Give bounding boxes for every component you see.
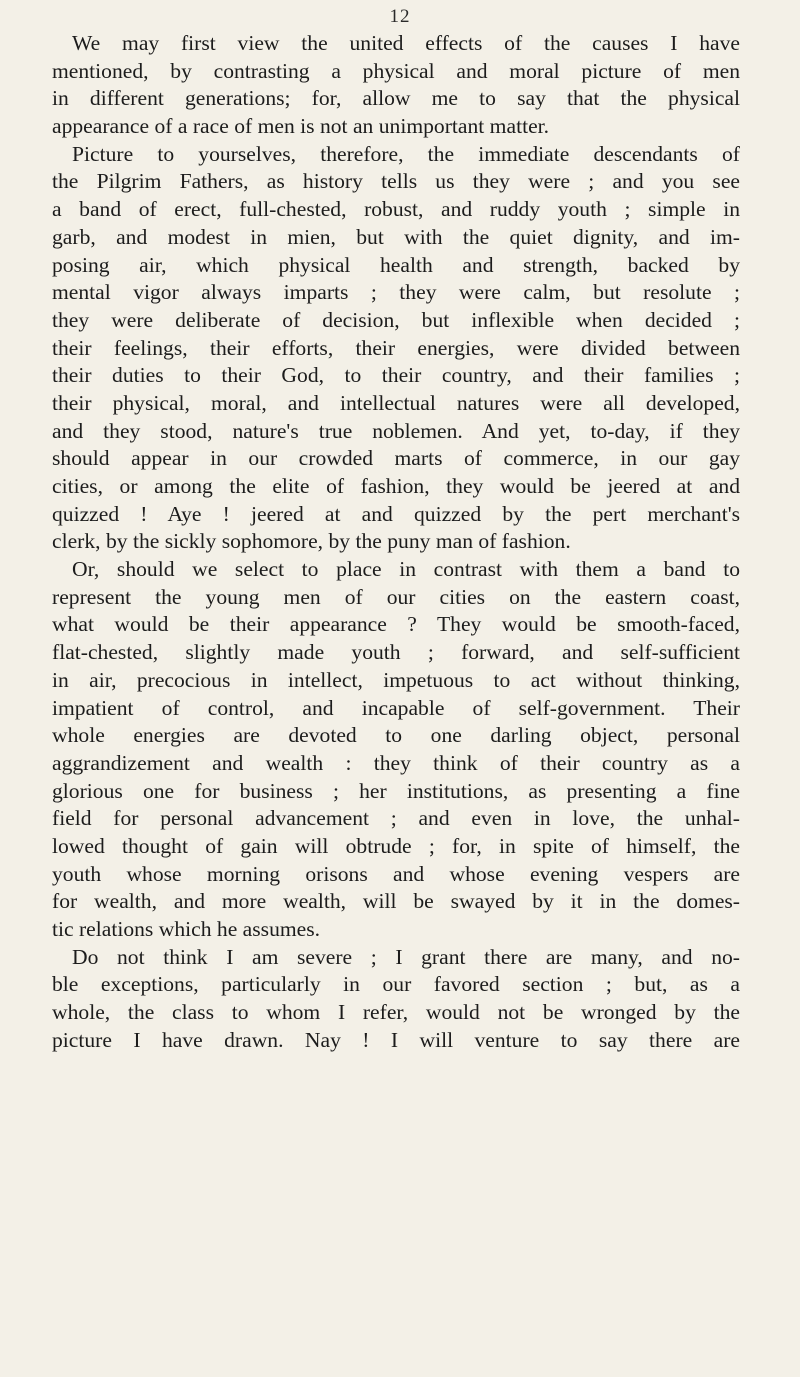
page-number: 12	[389, 6, 411, 27]
body-text	[52, 30, 740, 1054]
text-line: for wealth, and more wealth, will be swayed by it in the domes-	[52, 889, 740, 914]
text-line: whole energies are devoted to one darling object, personal	[52, 723, 740, 748]
text-line: clerk, by the sickly sophomore, by the puny man of fashion.	[52, 529, 571, 554]
text-line: tic relations which he assumes.	[52, 917, 321, 941]
text-line: they were deliberate of decision, but inflexible when decided ;	[52, 307, 740, 332]
text-line: We may first view the united effects of the causes I have	[72, 31, 740, 55]
text-line: Or, should we select to place in contrast with them a band to	[72, 557, 740, 582]
text-line: and they stood, nature's true noblemen. And yet, to-day, if they	[52, 418, 740, 443]
text-line: cities, or among the elite of fashion, they would be jeered at and	[52, 474, 740, 498]
text-line: a band of erect, full-chested, robust, and ruddy youth ; simple in	[52, 197, 740, 222]
text-line: whole, the class to whom I refer, would not be wronged by the	[52, 1000, 740, 1025]
text-line: should appear in our crowded marts of commerce, in our gay	[52, 446, 740, 471]
text-line: posing air, which physical health and strength, backed by	[52, 252, 740, 277]
text-line: mentioned, by contrasting a physical and moral picture of men	[52, 58, 740, 83]
text-line: appearance of a race of men is not an unimportant matter.	[52, 114, 550, 139]
text-line: lowed thought of gain will obtrude ; for, in spite of himself, the	[52, 833, 740, 858]
text-line: flat-chested, slightly made youth ; forward, and self-sufficient	[52, 640, 740, 665]
text-line: glorious one for business ; her institutions, as presenting a fine	[52, 778, 740, 803]
text-line: mental vigor always imparts ; they were calm, but resolute ;	[52, 280, 740, 305]
text-line: the Pilgrim Fathers, as history tells us they were ; and you see	[52, 169, 740, 194]
text-line: their duties to their God, to their country, and their families ;	[52, 363, 740, 388]
text-line: quizzed ! Aye ! jeered at and quizzed by the pert merchant's	[52, 501, 740, 526]
text-line: represent the young men of our cities on the eastern coast,	[52, 584, 740, 609]
text-line: what would be their appearance ? They would be smooth-faced,	[52, 612, 740, 637]
text-line: in different generations; for, allow me to say that the physical	[52, 86, 740, 111]
text-line: field for personal advancement ; and even in love, the unhal-	[52, 806, 740, 831]
text-line: their physical, moral, and intellectual natures were all developed,	[52, 390, 740, 415]
text-line: impatient of control, and incapable of self-government. Their	[52, 695, 740, 720]
text-line: in air, precocious in intellect, impetuous to act without thinking,	[52, 667, 740, 692]
text-line: garb, and modest in mien, but with the quiet dignity, and im-	[52, 224, 740, 249]
text-line: Picture to yourselves, therefore, the immediate descendants of	[72, 141, 740, 166]
text-line: Do not think I am severe ; I grant there are many, and no-	[72, 944, 740, 969]
text-line: their feelings, their efforts, their energies, were divided between	[52, 335, 740, 360]
text-line: aggrandizement and wealth : they think of their country as a	[52, 750, 740, 775]
text-line: ble exceptions, particularly in our favored section ; but, as a	[52, 972, 740, 997]
text-line: youth whose morning orisons and whose evening vespers are	[52, 861, 740, 886]
text-line: picture I have drawn. Nay ! I will venture to say there are	[52, 1027, 740, 1052]
